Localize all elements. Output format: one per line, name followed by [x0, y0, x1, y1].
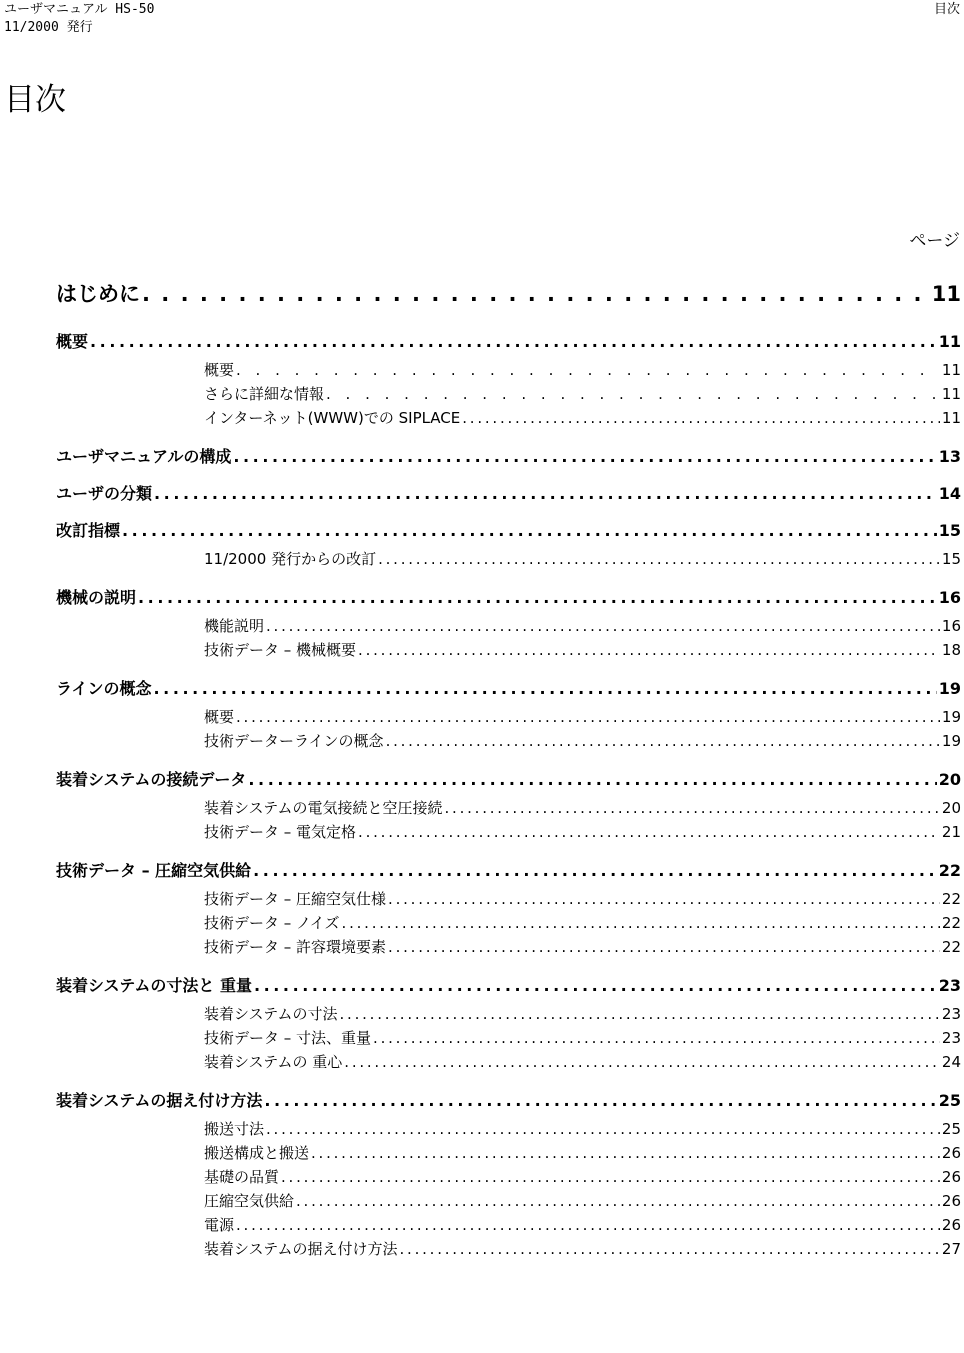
toc-subsection-entry-page: 23 [941, 1005, 961, 1023]
toc-section-entry-page: 14 [938, 484, 961, 503]
toc-subsection-entry-page: 23 [941, 1029, 961, 1047]
toc-subsection-entry[interactable] [204, 888, 961, 912]
table-of-contents [56, 278, 961, 1262]
toc-section-entry-page: 25 [938, 1091, 961, 1110]
toc-section-entry-title: 装着システムの寸法と 重量 [56, 976, 252, 995]
toc-subsection-entry-page: 11 [941, 385, 961, 403]
toc-section-entry[interactable] [56, 1088, 961, 1112]
toc-subsection-entry[interactable] [204, 1142, 961, 1166]
page-title: 目次 [4, 82, 66, 118]
toc-subsection-entry[interactable] [204, 1214, 961, 1238]
toc-leader-dots [236, 1216, 940, 1234]
toc-leader-dots [236, 361, 940, 379]
toc-subsection-entry[interactable] [204, 548, 961, 572]
toc-leader-dots [142, 282, 930, 306]
toc-subsection-entry-title: 技術データ – 寸法、重量 [204, 1029, 372, 1047]
toc-section-entry-page: 16 [938, 588, 961, 607]
toc-section [56, 767, 961, 845]
toc-subsection-entry-title: 技術データ – 機械概要 [204, 641, 357, 659]
toc-leader-dots [253, 861, 937, 880]
toc-subsection-entry[interactable] [204, 1027, 961, 1051]
toc-leader-dots [340, 1005, 940, 1023]
toc-section-entry[interactable] [56, 444, 961, 468]
toc-section-entry[interactable] [56, 585, 961, 609]
toc-subsection-entry[interactable] [204, 821, 961, 845]
toc-subsection-entry-page: 26 [941, 1216, 961, 1234]
toc-section-entry-page: 19 [938, 679, 961, 698]
toc-subsection-entry-title: 電源 [204, 1216, 235, 1234]
toc-subsection-entry-title: 技術データ – 圧縮空気仕様 [204, 890, 387, 908]
toc-leader-dots [388, 890, 940, 908]
toc-subsection-entry-page: 26 [941, 1144, 961, 1162]
toc-subsection-entry-title: インターネット(WWW)での SIPLACE [204, 409, 461, 427]
toc-subsection-entry-page: 22 [941, 914, 961, 932]
issue-date: 11/2000 発行 [4, 20, 93, 35]
manual-name: ユーザマニュアル HS-50 [4, 2, 155, 17]
toc-subsection-entry-title: 搬送寸法 [204, 1120, 265, 1138]
toc-section [56, 585, 961, 663]
toc-leader-dots [233, 447, 936, 466]
toc-section-entry[interactable] [56, 858, 961, 882]
toc-leader-dots [326, 385, 940, 403]
toc-subsection-entry-page: 19 [941, 708, 961, 726]
toc-leader-dots [386, 732, 940, 750]
toc-leader-dots [264, 1091, 936, 1110]
toc-section [56, 676, 961, 754]
toc-section [56, 858, 961, 960]
toc-section [56, 329, 961, 431]
toc-leader-dots [400, 1240, 940, 1258]
toc-section-entry-title: ラインの概念 [56, 679, 152, 698]
toc-subsection-entry-title: 基礎の品質 [204, 1168, 280, 1186]
toc-subsection-entry[interactable] [204, 1190, 961, 1214]
toc-subsection-entry-title: 概要 [204, 361, 235, 379]
toc-leader-dots [445, 799, 940, 817]
toc-section-entry-title: 装着システムの接続データ [56, 770, 247, 789]
toc-subsection-entry[interactable] [204, 1003, 961, 1027]
toc-subsection-entry[interactable] [204, 1118, 961, 1142]
toc-subsection-entry-title: 装着システムの電気接続と空圧接続 [204, 799, 443, 817]
toc-subsection-entry-title: 機能説明 [204, 617, 265, 635]
toc-subsection-entry-page: 19 [941, 732, 961, 750]
toc-subsection-entry[interactable] [204, 359, 961, 383]
toc-leader-dots [90, 332, 937, 351]
toc-subsection-entry[interactable] [204, 912, 961, 936]
toc-chapter-entry[interactable] [56, 278, 961, 308]
toc-section-entry[interactable] [56, 329, 961, 353]
toc-subsection-entry[interactable] [204, 936, 961, 960]
toc-subsection-entry-page: 27 [941, 1240, 961, 1258]
toc-section [56, 973, 961, 1075]
toc-section-entry[interactable] [56, 518, 961, 542]
toc-section-entry-title: ユーザの分類 [56, 484, 153, 503]
toc-section-entry-page: 11 [938, 332, 961, 351]
toc-subsection-entry-title: 技術データ – ノイズ [204, 914, 340, 932]
toc-subsection-entry-title: 装着システムの 重心 [204, 1053, 343, 1071]
toc-subsection-entry[interactable] [204, 639, 961, 663]
toc-subsection-entry-title: 技術データ – 電気定格 [204, 823, 357, 841]
toc-section-entry-page: 13 [938, 447, 961, 466]
toc-subsection-entry-page: 22 [941, 890, 961, 908]
toc-subsection-entry-page: 24 [941, 1053, 961, 1071]
toc-leader-dots [154, 484, 937, 503]
toc-section-entry[interactable] [56, 676, 961, 700]
toc-leader-dots [462, 409, 940, 427]
toc-leader-dots [266, 1120, 940, 1138]
toc-chapter-page: 11 [931, 282, 961, 306]
toc-leader-dots [154, 679, 937, 698]
toc-section-entry-page: 15 [938, 521, 961, 540]
toc-leader-dots [138, 588, 937, 607]
toc-section [56, 1088, 961, 1262]
toc-subsection-entry-page: 21 [941, 823, 961, 841]
toc-section-entry-title: 改訂指標 [56, 521, 121, 540]
toc-subsection-entry[interactable] [204, 1238, 961, 1262]
header-section-name: 目次 [933, 2, 960, 17]
toc-subsection-entry[interactable] [204, 706, 961, 730]
toc-subsection-entry-page: 20 [941, 799, 961, 817]
toc-subsection-entry-title: さらに詳細な情報 [204, 385, 325, 403]
page-column-label: ページ [909, 231, 960, 251]
toc-subsection-entry[interactable] [204, 407, 961, 431]
toc-subsection-entry-page: 15 [941, 550, 961, 568]
toc-leader-dots [378, 550, 940, 568]
toc-subsection-entry[interactable] [204, 1166, 961, 1190]
toc-section-entry-title: ユーザマニュアルの構成 [56, 447, 232, 466]
toc-section-entry-page: 23 [938, 976, 961, 995]
toc-subsection-entry-page: 11 [941, 409, 961, 427]
toc-subsection-entry-title: 装着システムの寸法 [204, 1005, 338, 1023]
toc-section-entry-title: 概要 [56, 332, 89, 351]
toc-section-entry[interactable] [56, 481, 961, 505]
toc-section-entry[interactable] [56, 973, 961, 997]
toc-subsection-entry[interactable] [204, 1051, 961, 1075]
toc-subsection-entry-title: 搬送構成と搬送 [204, 1144, 310, 1162]
toc-leader-dots [254, 976, 937, 995]
toc-subsection-entry[interactable] [204, 797, 961, 821]
toc-leader-dots [236, 708, 940, 726]
toc-section [56, 444, 961, 468]
toc-section-entry-title: 機械の説明 [56, 588, 137, 607]
toc-section [56, 481, 961, 505]
toc-subsection-entry-title: 技術データーラインの概念 [204, 732, 384, 750]
toc-subsection-entry-page: 22 [941, 938, 961, 956]
toc-subsection-entry-page: 18 [941, 641, 961, 659]
toc-chapter-title: はじめに [56, 282, 140, 306]
toc-leader-dots [342, 914, 940, 932]
toc-section-entry[interactable] [56, 767, 961, 791]
toc-subsection-entry-title: 11/2000 発行からの改訂 [204, 550, 377, 568]
toc-subsection-entry-page: 16 [941, 617, 961, 635]
toc-leader-dots [388, 938, 940, 956]
toc-section-entry-page: 22 [938, 861, 961, 880]
toc-subsection-entry-title: 装着システムの据え付け方法 [204, 1240, 398, 1258]
toc-subsection-entry-page: 26 [941, 1168, 961, 1186]
toc-subsection-entry-title: 圧縮空気供給 [204, 1192, 295, 1210]
toc-leader-dots [311, 1144, 940, 1162]
toc-leader-dots [281, 1168, 940, 1186]
toc-subsection-entry-title: 技術データ – 許容環境要素 [204, 938, 387, 956]
toc-sections [56, 329, 961, 1262]
toc-subsection-entry-page: 26 [941, 1192, 961, 1210]
toc-subsection-entry-title: 概要 [204, 708, 235, 726]
toc-subsection-entry-page: 11 [941, 361, 961, 379]
toc-subsection-entry[interactable] [204, 730, 961, 754]
toc-subsection-entry[interactable] [204, 383, 961, 407]
toc-subsection-entry-page: 25 [941, 1120, 961, 1138]
running-header [4, 1, 154, 37]
toc-leader-dots [248, 770, 936, 789]
toc-leader-dots [358, 641, 940, 659]
toc-leader-dots [373, 1029, 940, 1047]
toc-leader-dots [296, 1192, 940, 1210]
toc-leader-dots [122, 521, 937, 540]
toc-section-entry-page: 20 [938, 770, 961, 789]
toc-leader-dots [358, 823, 940, 841]
toc-subsection-entry[interactable] [204, 615, 961, 639]
toc-section-entry-title: 装着システムの据え付け方法 [56, 1091, 263, 1110]
toc-leader-dots [344, 1053, 940, 1071]
toc-section [56, 518, 961, 572]
toc-leader-dots [266, 617, 940, 635]
toc-section-entry-title: 技術データ – 圧縮空気供給 [56, 861, 252, 880]
